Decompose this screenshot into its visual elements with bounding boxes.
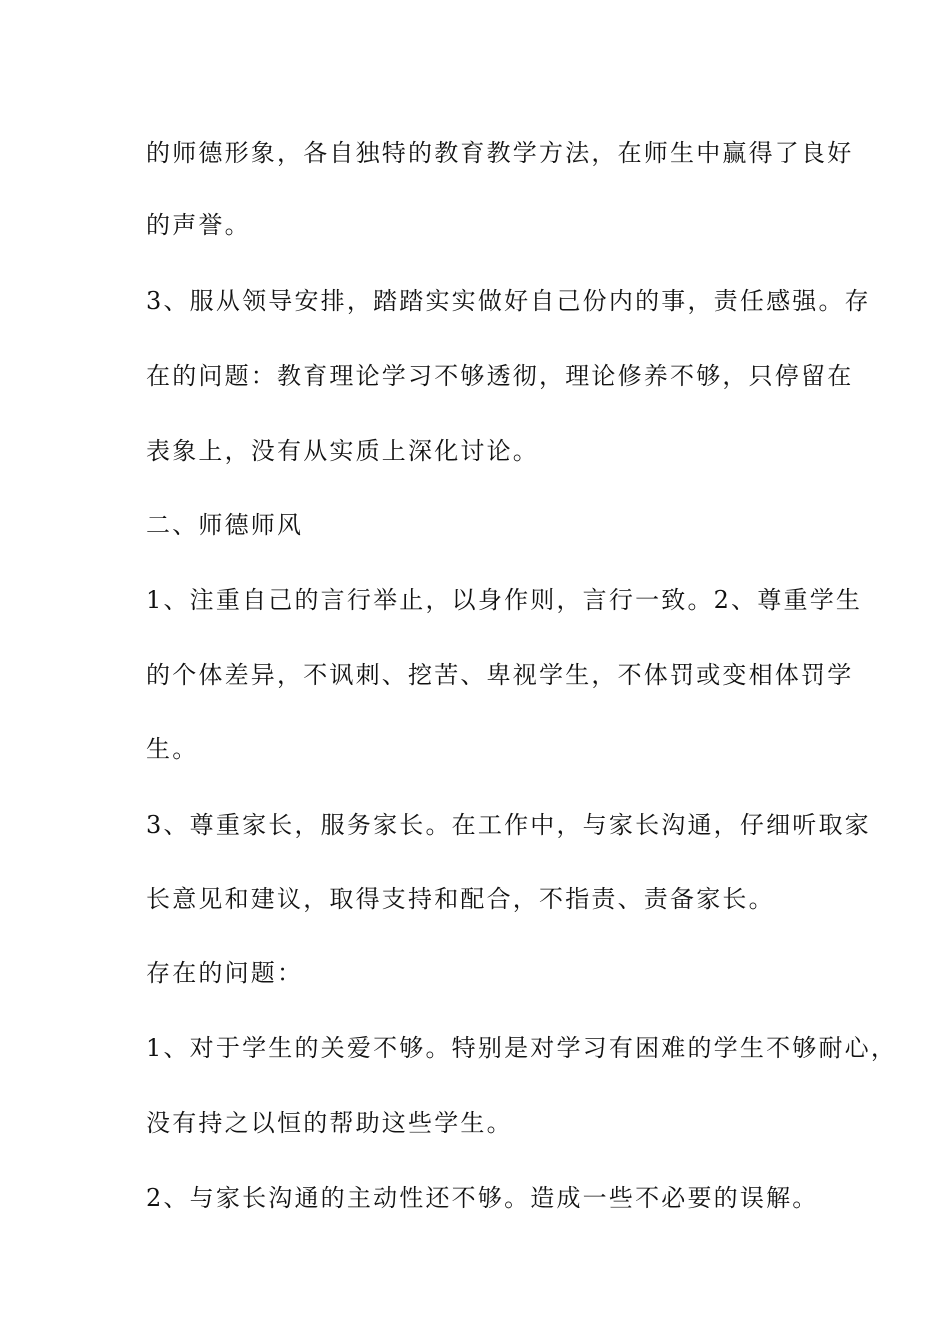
text-line: 3、尊重家长，服务家长。在工作中，与家长沟通，仔细听取家 [146,811,871,839]
text-line: 3、服从领导安排，踏踏实实做好自己份内的事，责任感强。存 [146,287,871,315]
text-line: 2、与家长沟通的主动性还不够。造成一些不必要的误解。 [146,1184,819,1212]
text-line: 长意见和建议，取得支持和配合，不指责、责备家长。 [146,885,775,913]
text-line: 存在的问题： [146,959,304,987]
text-line: 没有持之以恒的帮助这些学生。 [146,1109,513,1137]
text-line: 1、注重自己的言行举止，以身作则，言行一致。2、尊重学生 [146,586,863,614]
section-heading: 二、师德师风 [146,511,304,539]
text-line: 的声誉。 [146,211,251,239]
text-line: 1、对于学生的关爱不够。特别是对学习有困难的学生不够耐心， [146,1034,898,1062]
text-line: 生。 [146,735,199,763]
text-line: 表象上，没有从实质上深化讨论。 [146,437,539,465]
text-line: 的个体差异，不讽刺、挖苦、卑视学生，不体罚或变相体罚学 [146,661,854,689]
text-line: 在的问题：教育理论学习不够透彻，理论修养不够，只停留在 [146,362,854,390]
text-line: 的师德形象，各自独特的教育教学方法，在师生中赢得了良好 [146,139,854,167]
